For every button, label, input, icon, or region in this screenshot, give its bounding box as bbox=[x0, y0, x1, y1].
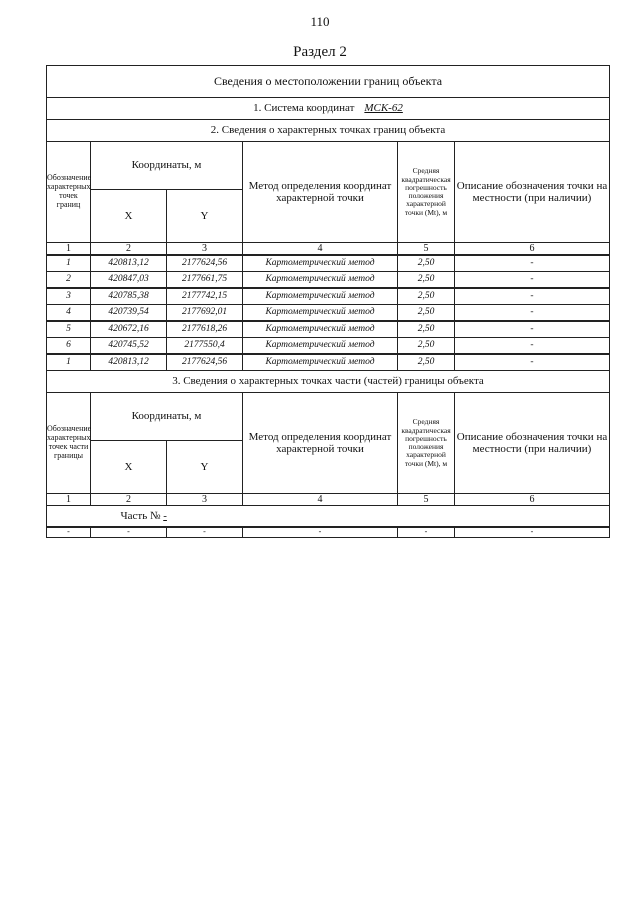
method-value: Картометрический метод bbox=[243, 338, 398, 355]
x-value: 420813,12 bbox=[91, 255, 167, 272]
description-value: - bbox=[455, 305, 610, 322]
method-value: Картометрический метод bbox=[243, 354, 398, 371]
part-label-row bbox=[91, 506, 610, 528]
x-header: X bbox=[91, 190, 167, 243]
col-number: 6 bbox=[455, 494, 610, 506]
description-value: - bbox=[455, 272, 610, 289]
accuracy-value: 2,50 bbox=[398, 288, 455, 305]
dash-cell: - bbox=[47, 527, 91, 537]
table-row bbox=[47, 338, 610, 355]
col-number: 6 bbox=[455, 243, 610, 256]
col-number: 3 bbox=[167, 494, 243, 506]
part-point-label-header: Обозначение характерных точек части границы bbox=[47, 393, 91, 494]
dash-cell: - bbox=[243, 527, 398, 537]
y-value: 2177624,56 bbox=[167, 354, 243, 371]
description-header: Описание обозначения точки на местности (при наличии) bbox=[455, 142, 610, 243]
x-value: 420739,54 bbox=[91, 305, 167, 322]
col-number: 2 bbox=[91, 494, 167, 506]
method-value: Картометрический метод bbox=[243, 321, 398, 338]
table-row bbox=[47, 255, 610, 272]
y-value: 2177742,15 bbox=[167, 288, 243, 305]
method-value: Картометрический метод bbox=[243, 305, 398, 322]
table-row bbox=[47, 305, 610, 322]
dash-cell: - bbox=[398, 527, 455, 537]
point-number: 1 bbox=[47, 354, 91, 371]
description-value: - bbox=[455, 255, 610, 272]
point-number: 2 bbox=[47, 272, 91, 289]
section-title: Раздел 2 bbox=[293, 44, 347, 60]
part-accuracy-header: Средняя квадратическая погрешность положения характерной точки (Мt), м bbox=[398, 393, 455, 494]
x-value: 420847,03 bbox=[91, 272, 167, 289]
col-number: 5 bbox=[398, 243, 455, 256]
col-number: 4 bbox=[243, 243, 398, 256]
y-value: 2177661,75 bbox=[167, 272, 243, 289]
table-title: Сведения о местоположении границ объекта bbox=[47, 66, 610, 98]
y-value: 2177692,01 bbox=[167, 305, 243, 322]
col-number: 1 bbox=[47, 494, 91, 506]
accuracy-value: 2,50 bbox=[398, 321, 455, 338]
boundary-points-heading: 2. Сведения о характерных точках границ объекта bbox=[47, 120, 610, 142]
description-value: - bbox=[455, 338, 610, 355]
description-value: - bbox=[455, 354, 610, 371]
method-value: Картометрический метод bbox=[243, 272, 398, 289]
coords-header: Координаты, м bbox=[91, 142, 243, 190]
coord-system-row bbox=[47, 98, 610, 120]
method-value: Картометрический метод bbox=[243, 255, 398, 272]
x-value: 420813,12 bbox=[91, 354, 167, 371]
col-number: 1 bbox=[47, 243, 91, 256]
point-number: 1 bbox=[47, 255, 91, 272]
part-coords-header: Координаты, м bbox=[91, 393, 243, 441]
col-number: 4 bbox=[243, 494, 398, 506]
part-label: Часть № bbox=[120, 509, 161, 522]
accuracy-value: 2,50 bbox=[398, 305, 455, 322]
boundary-table bbox=[46, 65, 610, 538]
part-spacer bbox=[47, 506, 91, 528]
dash-cell: - bbox=[167, 527, 243, 537]
part-points-heading: 3. Сведения о характерных точках части (частей) границы объекта bbox=[47, 371, 610, 393]
table-row bbox=[47, 272, 610, 289]
method-header: Метод определения координат характерной точки bbox=[243, 142, 398, 243]
y-value: 2177550,4 bbox=[167, 338, 243, 355]
accuracy-value: 2,50 bbox=[398, 354, 455, 371]
dash-cell: - bbox=[455, 527, 610, 537]
part-x-header: X bbox=[91, 441, 167, 494]
point-number: 4 bbox=[47, 305, 91, 322]
accuracy-value: 2,50 bbox=[398, 338, 455, 355]
accuracy-value: 2,50 bbox=[398, 255, 455, 272]
x-value: 420672,16 bbox=[91, 321, 167, 338]
dash-cell: - bbox=[91, 527, 167, 537]
y-value: 2177624,56 bbox=[167, 255, 243, 272]
description-value: - bbox=[455, 288, 610, 305]
y-header: Y bbox=[167, 190, 243, 243]
col-number: 3 bbox=[167, 243, 243, 256]
accuracy-header: Средняя квадратическая погрешность положения характерной точки (Мt), м bbox=[398, 142, 455, 243]
y-value: 2177618,26 bbox=[167, 321, 243, 338]
part-y-header: Y bbox=[167, 441, 243, 494]
x-value: 420745,52 bbox=[91, 338, 167, 355]
point-number: 6 bbox=[47, 338, 91, 355]
table-row bbox=[47, 321, 610, 338]
table-row bbox=[47, 354, 610, 371]
point-label-header: Обозначение характерных точек границ bbox=[47, 142, 91, 243]
col-number: 5 bbox=[398, 494, 455, 506]
part-method-header: Метод определения координат характерной точки bbox=[243, 393, 398, 494]
coord-system-value: МСК-62 bbox=[364, 102, 403, 115]
description-value: - bbox=[455, 321, 610, 338]
method-value: Картометрический метод bbox=[243, 288, 398, 305]
accuracy-value: 2,50 bbox=[398, 272, 455, 289]
col-number: 2 bbox=[91, 243, 167, 256]
page-number: 110 bbox=[310, 14, 330, 29]
x-value: 420785,38 bbox=[91, 288, 167, 305]
point-number: 5 bbox=[47, 321, 91, 338]
coord-system-label: 1. Система координат bbox=[253, 102, 355, 115]
table-row bbox=[47, 288, 610, 305]
part-description-header: Описание обозначения точки на местности (при наличии) bbox=[455, 393, 610, 494]
part-number: - bbox=[163, 509, 167, 522]
point-number: 3 bbox=[47, 288, 91, 305]
